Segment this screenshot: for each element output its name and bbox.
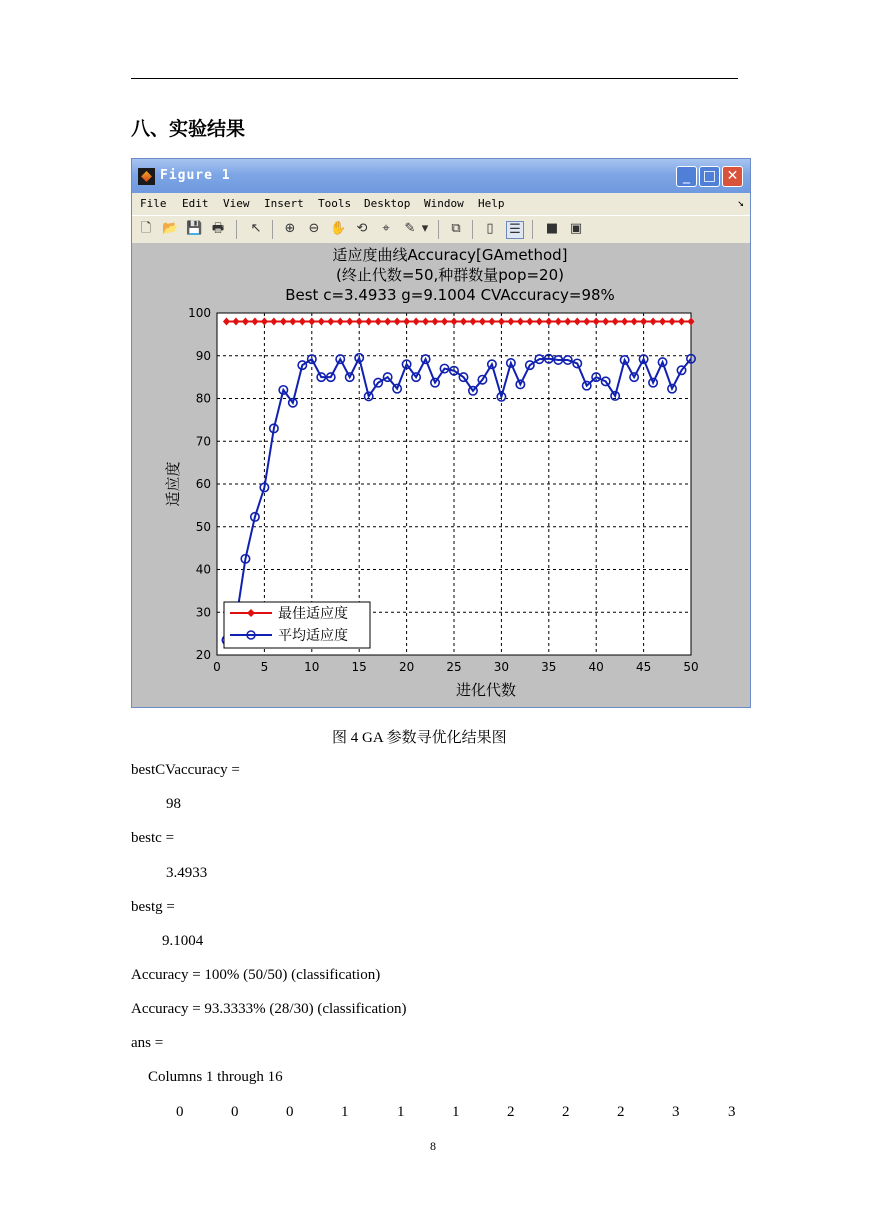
x-tick-label: 10: [304, 660, 320, 674]
menu-window[interactable]: Window: [424, 197, 464, 210]
section-heading: 八、实验结果: [131, 118, 246, 140]
ans-value: 1: [341, 1104, 349, 1120]
maximize-button[interactable]: □: [699, 166, 720, 187]
menu-dock-arrow-icon[interactable]: ↘: [737, 196, 744, 209]
save-icon[interactable]: 💾: [186, 221, 203, 236]
menu-tools[interactable]: Tools: [318, 197, 352, 210]
y-tick-label: 40: [195, 562, 211, 577]
y-tick-label: 30: [195, 605, 211, 620]
ans-label: ans =: [131, 1035, 164, 1051]
ans-value: 2: [507, 1104, 515, 1120]
ans-value: 2: [617, 1104, 625, 1120]
matlab-logo-icon: [138, 168, 155, 185]
ans-value: 0: [286, 1104, 294, 1120]
close-button[interactable]: ✕: [722, 166, 743, 187]
zoom-in-icon[interactable]: ⊕: [284, 221, 296, 236]
new-file-icon[interactable]: 🗋: [140, 221, 152, 236]
columns-label: Columns 1 through 16: [148, 1069, 283, 1085]
x-tick-label: 5: [260, 660, 269, 674]
x-tick-label: 40: [588, 660, 604, 674]
figure-toolbar: [132, 215, 750, 244]
ans-value: 2: [562, 1104, 570, 1120]
bestcv-value: 98: [166, 796, 181, 812]
hide-plot-tools-icon[interactable]: ■: [545, 221, 559, 236]
x-tick-label: 25: [446, 660, 462, 674]
y-tick-label: 20: [195, 648, 211, 662]
accuracy-test: Accuracy = 93.3333% (28/30) (classification): [131, 1001, 407, 1017]
y-tick-label: 80: [195, 391, 211, 406]
menu-bar: [132, 193, 750, 215]
figure-window: [131, 158, 751, 708]
legend-icon[interactable]: ☰: [506, 221, 524, 239]
menu-desktop[interactable]: Desktop: [364, 197, 411, 210]
legend-entry-best: 最佳适应度: [278, 606, 348, 622]
x-tick-label: 15: [351, 660, 367, 674]
pan-hand-icon[interactable]: ✋: [330, 221, 347, 236]
y-tick-label: 90: [195, 348, 211, 363]
x-tick-label: 20: [398, 660, 415, 674]
header-rule: [131, 78, 738, 79]
brush-dropdown-icon[interactable]: ▾: [421, 221, 429, 236]
rotate-3d-icon[interactable]: ⟲: [356, 221, 368, 236]
y-tick-label: 60: [195, 477, 211, 491]
menu-insert[interactable]: Insert: [264, 197, 304, 210]
y-tick-label: 70: [195, 434, 211, 449]
x-tick-label: 30: [493, 660, 510, 674]
open-folder-icon[interactable]: 📂: [162, 221, 179, 236]
menu-help[interactable]: Help: [478, 197, 505, 210]
accuracy-train: Accuracy = 100% (50/50) (classification): [131, 967, 381, 983]
window-titlebar[interactable]: [132, 159, 750, 193]
pointer-icon[interactable]: ↖: [250, 221, 262, 236]
y-tick-label: 50: [195, 519, 211, 534]
ans-value: 0: [176, 1104, 184, 1120]
minimize-button[interactable]: _: [676, 166, 697, 187]
ans-value: 0: [231, 1104, 239, 1120]
chart-title-line-1: 适应度曲线Accuracy[GAmethod]: [332, 246, 568, 264]
bestg-value: 9.1004: [162, 933, 204, 949]
y-tick-label: 100: [188, 306, 211, 320]
menu-view[interactable]: View: [223, 197, 250, 210]
ans-value: 3: [672, 1104, 680, 1120]
ans-value: 1: [397, 1104, 405, 1120]
colorbar-icon[interactable]: ▯: [486, 221, 494, 236]
x-tick-label: 50: [683, 660, 699, 674]
ans-value: 1: [452, 1104, 460, 1120]
brush-icon[interactable]: ✎: [404, 221, 416, 236]
figure-caption: 图 4 GA 参数寻优化结果图: [332, 730, 507, 746]
ans-value: 3: [728, 1104, 736, 1120]
menu-file[interactable]: File: [140, 197, 167, 210]
menu-edit[interactable]: Edit: [182, 197, 209, 210]
bestc-label: bestc =: [131, 830, 175, 846]
bestcv-label: bestCVaccuracy =: [131, 762, 240, 778]
x-tick-label: 0: [213, 660, 221, 674]
bestg-label: bestg =: [131, 899, 175, 915]
plot-area[interactable]: [132, 243, 750, 707]
show-plot-tools-icon[interactable]: ▣: [569, 221, 583, 236]
bestc-value: 3.4933: [166, 865, 208, 881]
legend-entry-avg: 平均适应度: [278, 628, 348, 644]
link-plot-icon[interactable]: ⧉: [451, 221, 461, 236]
chart-title-line-3: Best c=3.4933 g=9.1004 CVAccuracy=98%: [285, 286, 615, 304]
x-tick-label: 45: [635, 660, 652, 674]
zoom-out-icon[interactable]: ⊖: [308, 221, 320, 236]
page-number: 8: [430, 1139, 436, 1153]
x-tick-label: 35: [541, 660, 557, 674]
window-title: Figure 1: [160, 168, 231, 183]
y-axis-label: 适应度: [164, 461, 182, 507]
x-axis-label: 进化代数: [455, 681, 517, 699]
chart-title-line-2: (终止代数=50,种群数量pop=20): [335, 266, 565, 284]
print-icon[interactable]: 🖶: [211, 221, 225, 236]
chart-legend[interactable]: [224, 602, 370, 648]
data-cursor-icon[interactable]: ⌖: [382, 221, 390, 236]
